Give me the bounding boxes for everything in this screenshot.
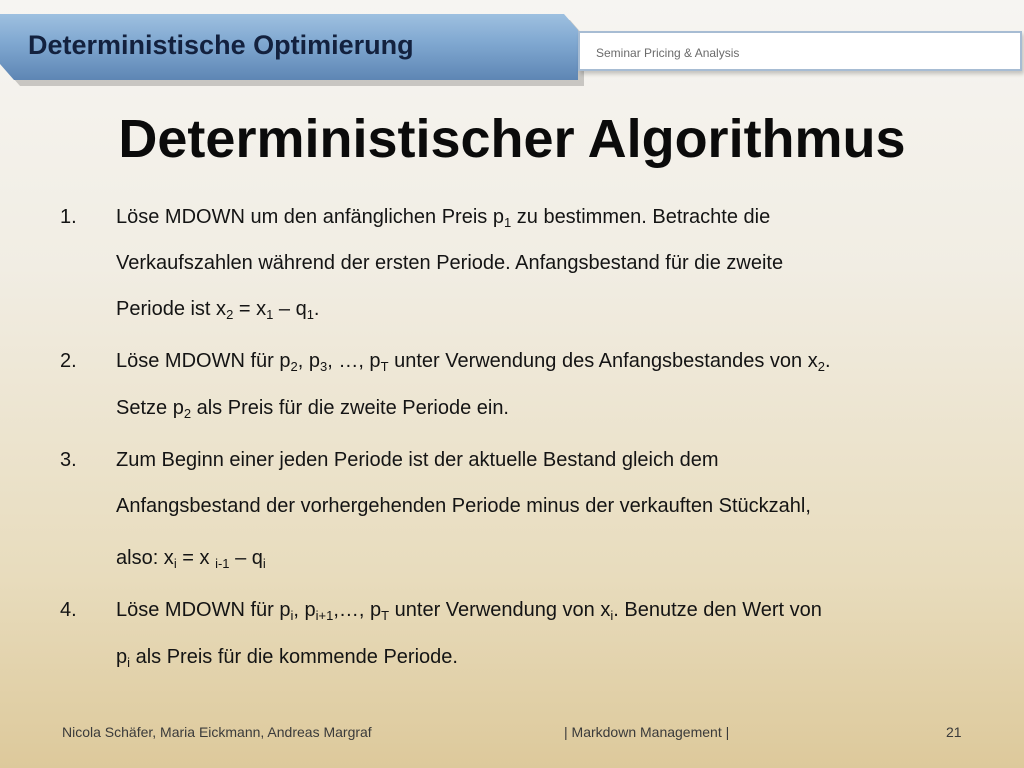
subscript: i bbox=[610, 608, 614, 623]
subscript: 2 bbox=[183, 406, 192, 421]
slide-title: Deterministischer Algorithmus bbox=[118, 109, 906, 169]
item-number: 3. bbox=[60, 449, 77, 471]
footer-topic: | Markdown Management | bbox=[564, 724, 730, 740]
list-item-line: Verkaufszahlen während der ersten Periode. Anfangsbestand für die zweite bbox=[116, 252, 784, 274]
subscript: i bbox=[290, 608, 294, 623]
section-title: Deterministische Optimierung bbox=[28, 30, 414, 60]
item-number: 4. bbox=[60, 599, 77, 621]
list-item-line: Setze $p_2$ als Preis für die zweite Periode ein. bbox=[116, 397, 509, 421]
list-item-line: Anfangsbestand der vorhergehenden Periode minus der verkauften Stückzahl, bbox=[116, 495, 811, 517]
seminar-label-box bbox=[578, 31, 1022, 71]
item-number: 2. bbox=[60, 350, 77, 372]
item-number: 1. bbox=[60, 206, 77, 228]
subscript: i-1 bbox=[215, 556, 230, 571]
subscript: 2 bbox=[226, 307, 234, 322]
subscript: i+1 bbox=[315, 608, 334, 623]
subscript: 1 bbox=[503, 215, 512, 230]
subscript: 3 bbox=[319, 359, 328, 374]
subscript: 1 bbox=[306, 307, 314, 322]
list-item-line: Zum Beginn einer jeden Periode ist der aktuelle Bestand gleich dem bbox=[116, 449, 719, 471]
seminar-label: Seminar Pricing & Analysis bbox=[596, 46, 740, 60]
subscript: 1 bbox=[266, 307, 274, 322]
subscript: T bbox=[381, 608, 390, 623]
subscript: i bbox=[173, 556, 177, 571]
list-item-line: Löse MDOWN für $p_2$, $p_3$, …, $p_T$ unter Verwendung des Anfangsbestandes von $x_2$. bbox=[116, 350, 831, 374]
footer-authors: Nicola Schäfer, Maria Eickmann, Andreas Margraf bbox=[62, 724, 372, 740]
list-item-line: $p_i$ als Preis für die kommende Periode. bbox=[116, 646, 458, 670]
subscript: 2 bbox=[817, 359, 825, 374]
list-item-line: Periode ist $x_2 = x_1 - q_1$. bbox=[116, 298, 320, 322]
subscript: 2 bbox=[290, 359, 298, 374]
subscript: i bbox=[262, 556, 266, 571]
page-number: 21 bbox=[946, 724, 962, 740]
subscript: T bbox=[380, 359, 389, 374]
list-item-line: also: $x_i = x$ $_{i-1} - q_i$ bbox=[116, 547, 266, 571]
list-item-line: Löse MDOWN um den anfänglichen Preis $p_1$ zu bestimmen. Betrachte die bbox=[116, 206, 771, 230]
subscript: i bbox=[127, 655, 131, 670]
list-item-line: Löse MDOWN für $p_i$, $p_{i+1},\dots$, $p_T$ unter Verwendung von $x_i$. Benutze den Wert von bbox=[116, 599, 822, 623]
